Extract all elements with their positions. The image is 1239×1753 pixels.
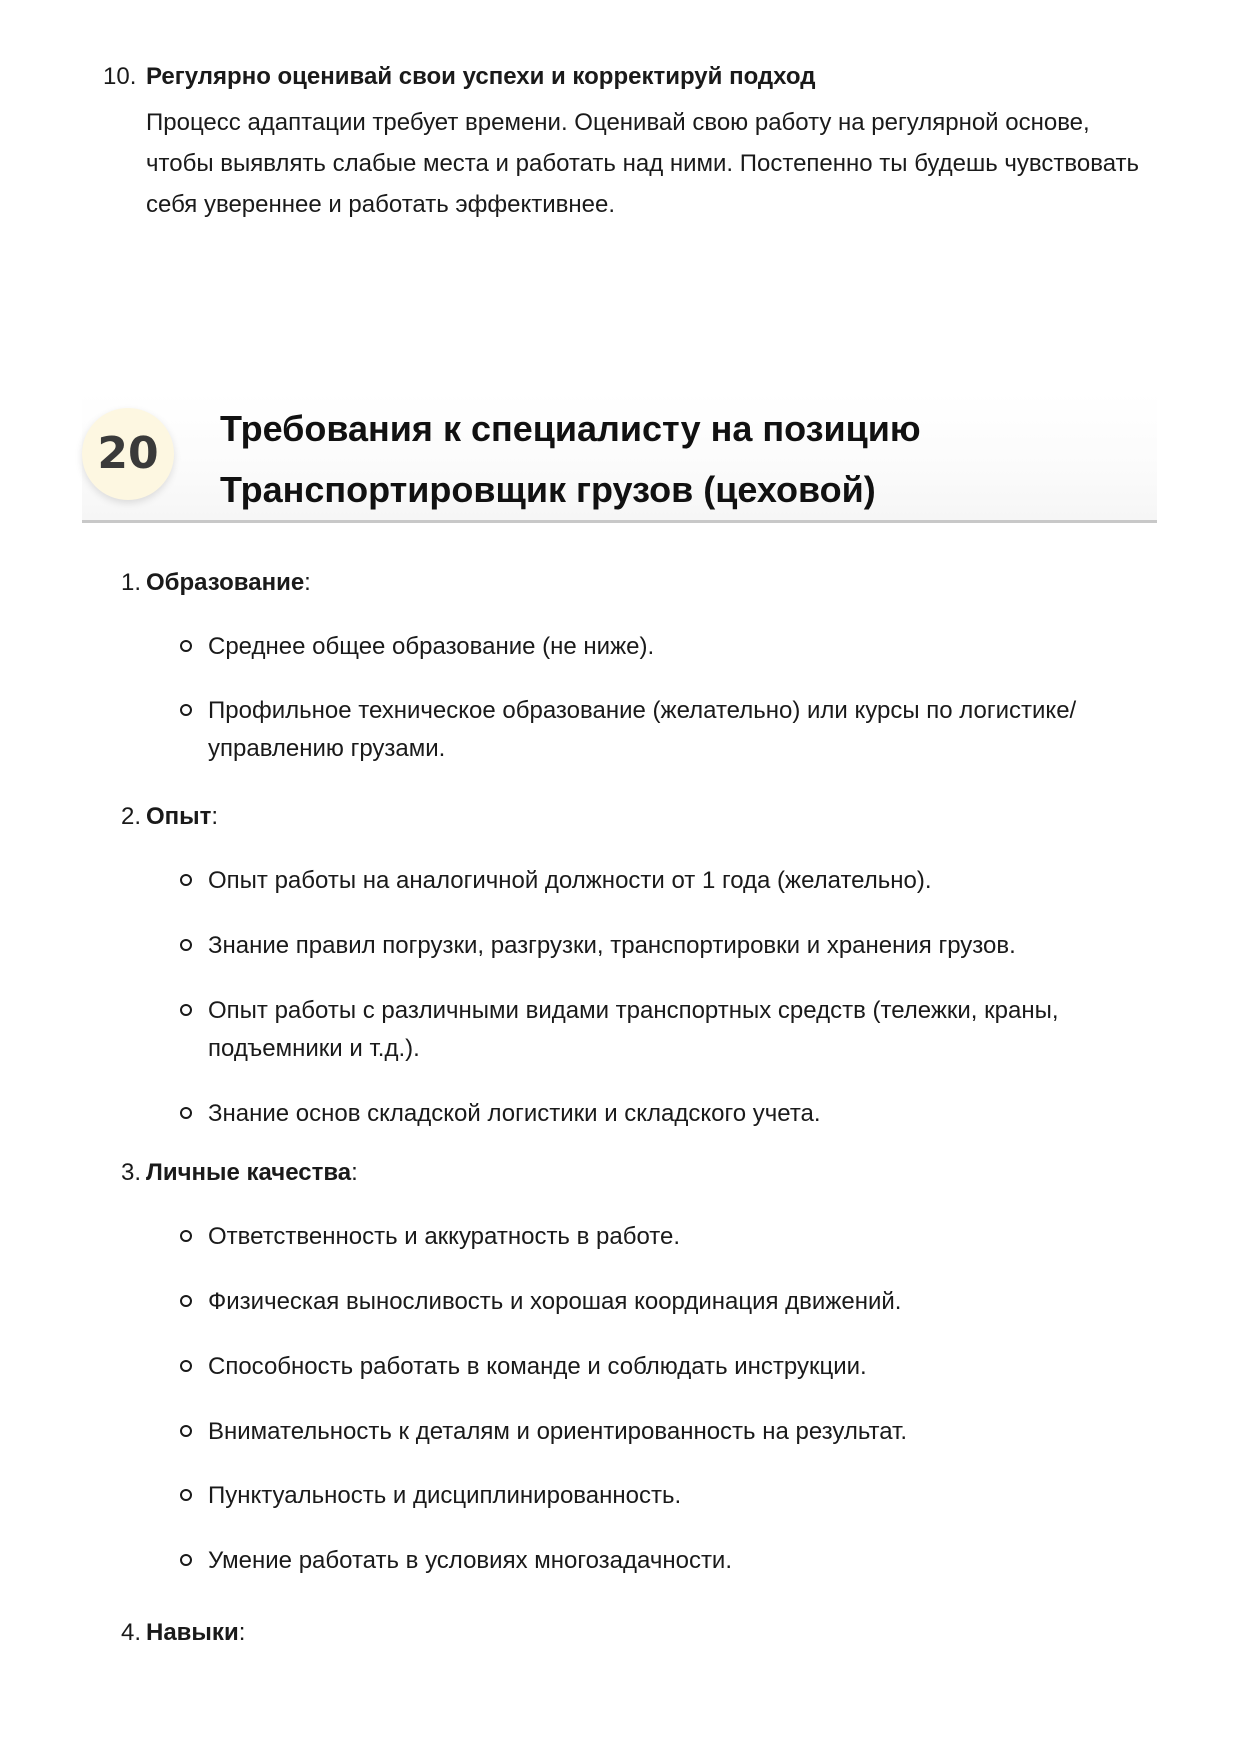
item-number: 10. [103, 63, 137, 90]
circle-bullet-icon [180, 1554, 192, 1566]
item-number: 4. [120, 1619, 141, 1646]
circle-bullet-icon [180, 640, 192, 652]
circle-bullet-icon [180, 1295, 192, 1307]
item-label: Личные качества: [146, 1159, 358, 1186]
circle-bullet-icon [180, 1425, 192, 1437]
circle-bullet-icon [180, 874, 192, 886]
circle-bullet-icon [180, 1360, 192, 1372]
item-label: Образование: [146, 569, 311, 596]
section-title: Требования к специалисту на позицию Транспортировщик грузов (цеховой) [220, 408, 921, 510]
section-header [82, 392, 1157, 524]
item-label: Навыки: [146, 1619, 246, 1646]
item-label: Опыт: [146, 803, 219, 830]
item-number: 3. [120, 1159, 141, 1186]
circle-bullet-icon [180, 704, 192, 716]
item-number: 1. [120, 569, 141, 596]
item-title: Регулярно оценивай свои успехи и корректируй подход [146, 63, 816, 90]
item-text: Процесс адаптации требует времени. Оценивай свою работу на регулярной основе, чтобы выявлять слабые места и работать над ними. Постепенно ты будешь чувствовать себя увереннее и работать эффективнее. [146, 109, 1140, 218]
item-number: 2. [120, 803, 141, 830]
circle-bullet-icon [180, 1230, 192, 1242]
circle-bullet-icon [180, 939, 192, 951]
section-number-badge: 20 [82, 408, 174, 500]
circle-bullet-icon [180, 1004, 192, 1016]
section-divider [82, 520, 1157, 523]
document-page: 10. Регулярно оценивай свои успехи и корректируй подход Процесс адаптации требует времени. Оценивай свою работу на регулярной основе, чтобы выявлять слабые места и работать над ними. Постепенно ты будешь чувствовать себя увереннее и работать эффективнее. 20 Требования к специалисту на позицию Транспортировщик грузов (цеховой) 1. Образование: Среднее общее образование (не ниже). Профильное техническое образование (желательно) или курсы по логистике/управлению грузами. 2. Опыт: Опыт работы на аналогичной должности от 1 года (желательно). Знание правил погрузки, разгрузки, транспортировки и хранения грузов. Опыт работы с различными видами транспортных средств (тележки, краны, подъемники и т.д.). Знание основ складской логистики и складского учета. 3. Личные качества: Ответственность и аккуратность в работе. Физическая выносливость и хорошая координация движений. Способность работать в команде и соблюдать инструкции. Внимательность к деталям и ориентированность на результат. Пунктуальность и дисциплинированность. Умение работать в условиях многозадачности. 4. Навыки: [0, 0, 1239, 1753]
circle-bullet-icon [180, 1107, 192, 1119]
circle-bullet-icon [180, 1489, 192, 1501]
